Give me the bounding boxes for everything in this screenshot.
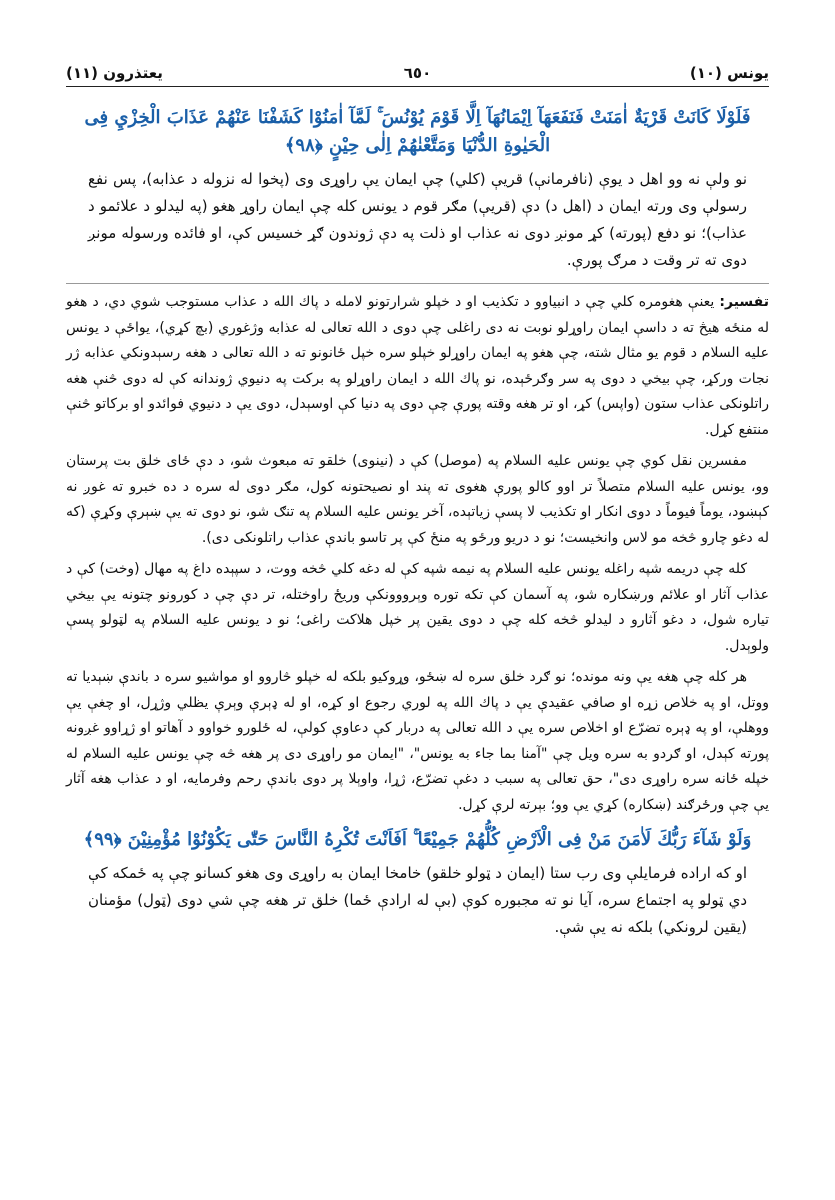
verse-99-translation: او كه اراده فرمايلې وی رب ستا (ايمان د ټولو خلقو) خامخا ايمان به راوړی وی هغو كسانو چې په ځمكه كې دي ټولو په اجتماع سره، آيا نو ته مجبوره كوې (بې له ارادې ځما) خلق تر هغه چې شي دوی (ټول) مؤمنان (يقين لرونكي) بلكه نه يې شې. [88,864,747,936]
tafsir-label: تفسير: [719,294,770,310]
tafsir-paragraph: هر كله چې هغه يې ونه مونده؛ نو ګرد خلق سره له ښځو، وړوكيو بلكه له خپلو څاروو او مواشيو سره د باندې ښېديا ته ووتل، او په خلاص زړه او صافي عقيدې يې د پاك الله په لوري رجوع او كړه، او له ډېرې وېرې يظلي وژړل، او چغې يې ووهلې، او په ډېره تضرّع او اخلاص سره يې د الله تعالى په دربار كې دعاوې كولې، له ځلورو خواوو د آهاتو او ژړاوو غږونه پورته كېدل، او ګردو به سره ويل چې "آمنا بما جاء به يونس"، "ايمان مو راوړی دی پر هغه څه چې يونس عليه السلام له خپله ځانه سره راوړی دی"، حق تعالى په سبب د دغې تضرّع، ژړا، واوېلا پر دوی باندې رحم وفرمايه، او د عذاب هغه آثار يې چې ورځرګند (ښكاره) كړي يې وو؛ بېرته لرې كړل. [66,669,769,813]
verse-98-translation: نو ولې نه وو اهل د يوې (نافرمانې) قريې (كلي) چې ايمان يې راوړی وی (پخوا له نزوله د عذابه)، پس نفع رسولې وی ورته ايمان د (اهل د) دې (قريې) مګر قوم د يونس كله چې ايمان راوړ هغو (په ليدلو د علائمو د عذاب)؛ نو دفع (پورته) كړ مونږ دوی نه عذاب او ذلت په دې ژوندون ګړ خسيس كې، او فائده ورسوله مونږ دوی ته تر وقت د مرګ پورې. [88,170,747,269]
surah-name: يونس (١٠) [689,64,769,82]
verse-99: وَلَوْ شَآءَ رَبُّكَ لَاٰمَنَ مَنْ فِى الْاَرْضِ كُلُّهُمْ جَمِيْعًا ۚ اَفَاَنْتَ تُكْرِهُ النَّاسَ حَتّٰى يَكُوْنُوْا مُؤْمِنِيْنَ ﴿٩٩﴾ [83,829,752,850]
juz-name: يعتذرون (١١) [66,64,163,82]
verse-98: فَلَوْلَا كَانَتْ قَرْيَةٌ اٰمَنَتْ فَنَفَعَهَآ اِيْمَانُهَآ اِلَّا قَوْمَ يُوْنُسَ ۚ لَمَّآ اٰمَنُوْا كَشَفْنَا عَنْهُمْ عَذَابَ الْخِزْيِ فِى الْحَيٰوةِ الدُّنْيَا وَمَتَّعْنٰهُمْ اِلٰى حِيْنٍ ﴿٩٨﴾ [84,107,751,156]
tafsir-paragraph: مفسرين نقل كوي چې يونس عليه السلام په (موصل) كې د (نينوی) خلقو ته مبعوث شو، د دې ځای خلق بت پرستان وو، يونس عليه السلام متصلاً تر اوو كالو پورې هغوی ته پند او نصيحتونه كول، مګر دوی له سره د ده خبرو ته غوږ نه كېښود، يوماً فيوماً د دوی انكار او تكذيب لا پسې زياتېده، آخر يونس عليه السلام په تنګ شو، نو دوی ته يې ښېرې وكړې (كه له دغو چارو څخه مو لاس وانخيست؛ نو د دريو ورځو په منځ كې پر تاسو باندې عذاب راتلونكی دی). [66,453,769,546]
page-header [66,60,769,87]
tafsir-paragraph: كله چې دريمه شپه راغله يونس عليه السلام په نيمه شپه كې له دغه كلي څخه ووت، د سپېده داغ په مهال (وخت) كې د عذاب آثار او علائم ورښكاره شو، په آسمان كې تكه توره وېرووونكې وريځ راوختله، تر دې چې د كورونو چتونه يې بيخي تياره شول، د دغو آثارو د ليدلو څخه كله چې د دوی يقين پر خپل هلاكت راغی؛ نو د يونس عليه السلام په لټولو پسې ولوېدل. [66,561,769,654]
divider [66,283,769,284]
tafsir-paragraph [66,290,769,443]
page-content [66,104,769,950]
tafsir-text: يعنې هغومره كلي چې د انبياوو د تكذيب او د خپلو شرارتونو لامله د پاك الله د عذاب مستوجب شوي دي، د هغو له منځه هيڅ ته د داسې ايمان راوړلو نوبت نه دی راغلی چې دوی د الله تعالى له عذابه وژغوري (بچ كړي)، يواځې د يونس عليه السلام د قوم يو مثال شته، چې هغو په ايمان راوړلو خپلو سره خپل ځانونو ته د الله تعالى د هغه رسېدونكي عذابه ژر نجات وركړ، چې بيخي د دوی په سر وګرځېده، نو پاك الله د ايمان راوړلو په بركت په دنيوي ژوندانه كې له دوی څنې هغه راتلونكی عذاب ستون (واپس) كړ، او تر هغه وقته پورې چې دوی په دنيا كې اوسېدل، دوی يې د دنيوي فوائدو او بركاتو څنې منتفع كړل. [66,294,769,438]
page-number: ٦٥٠ [403,64,432,82]
